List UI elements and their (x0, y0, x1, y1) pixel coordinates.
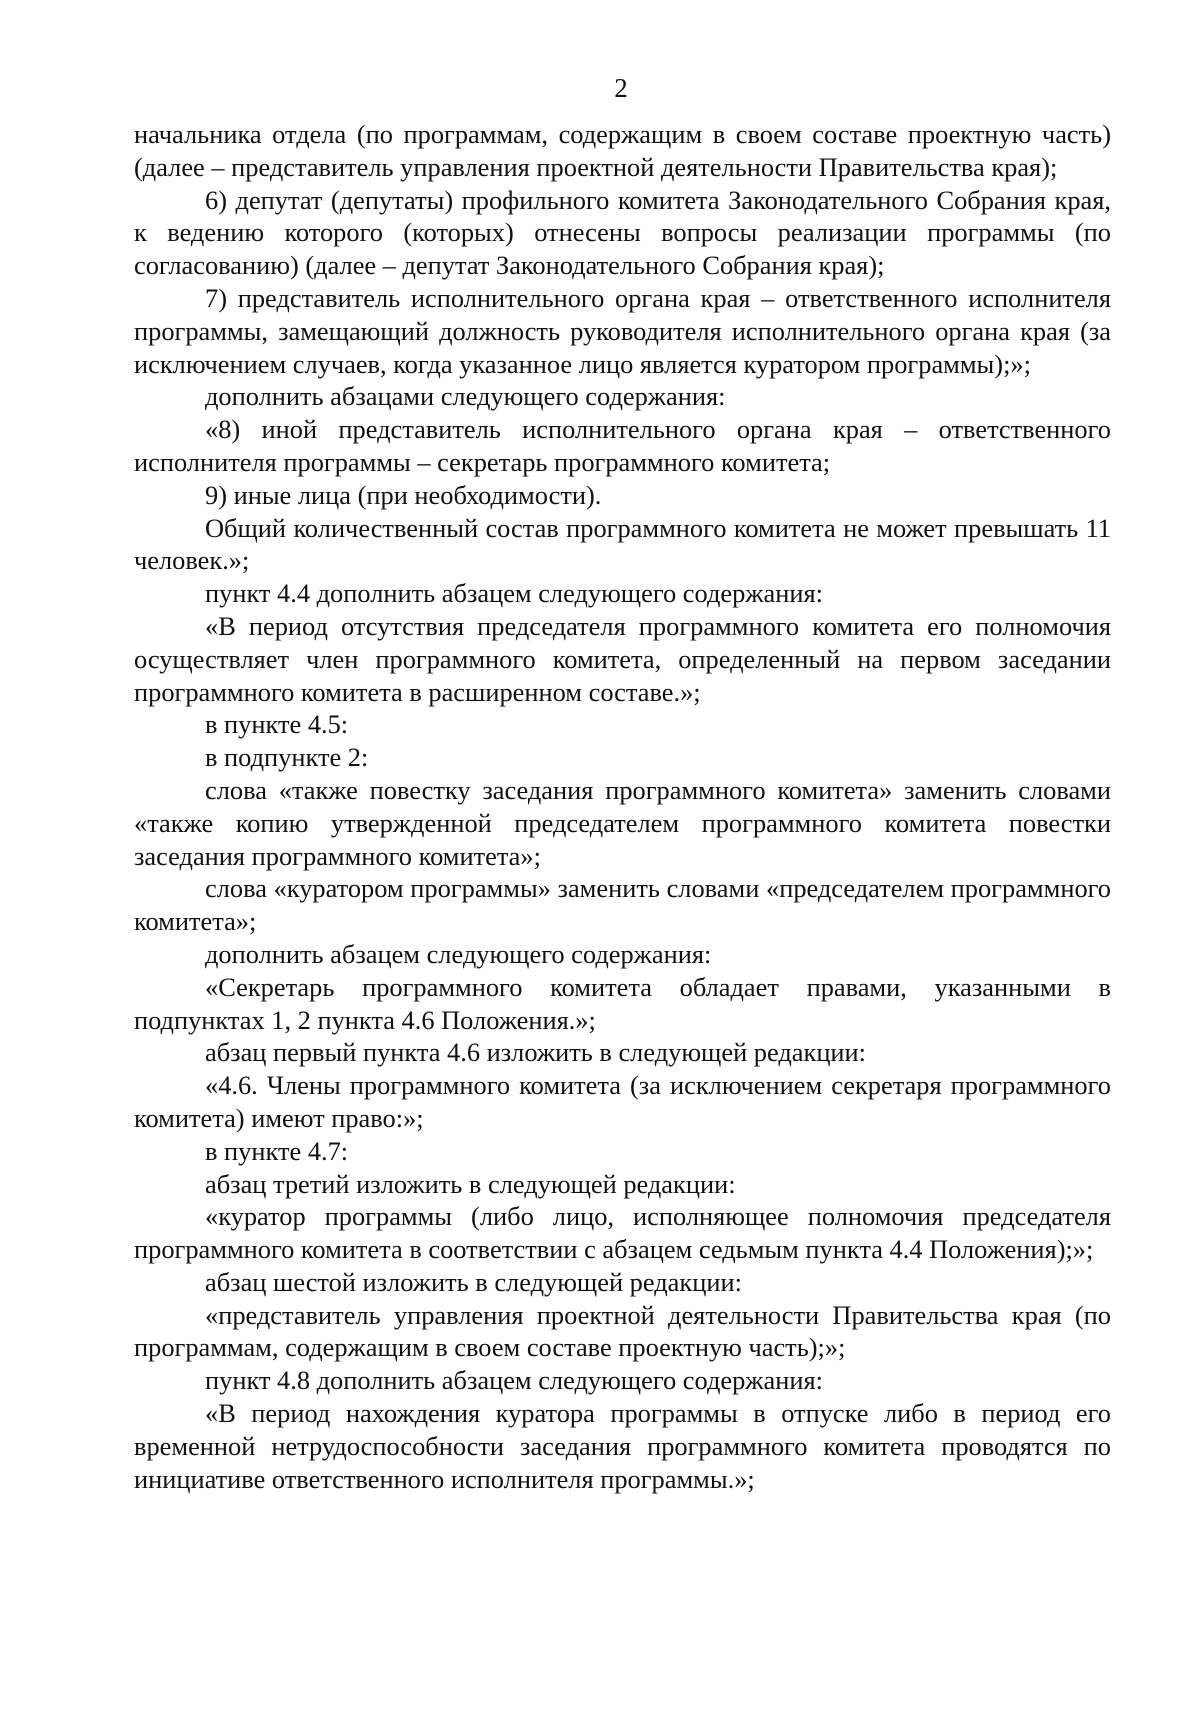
paragraph-4: дополнить абзацами следующего содержания: (205, 381, 726, 412)
paragraph-2: 6) депутат (депутаты) профильного комитета Законодательного Собрания края, к ведению которого (которых) отнесены вопросы реализации программы (по согласованию) (далее – депутат Законодательного Собрания края); (134, 184, 1111, 281)
paragraph-23: пункт 4.8 дополнить абзацем следующего содержания: (205, 1365, 823, 1396)
paragraph-14: дополнить абзацем следующего содержания: (205, 938, 712, 969)
paragraph-21: абзац шестой изложить в следующей редакции: (205, 1266, 742, 1297)
paragraph-8: пункт 4.4 дополнить абзацем следующего содержания: (205, 578, 823, 609)
paragraph-1: начальника отдела (по программам, содержащим в своем составе проектную часть) (далее – представитель управления проектной деятельности Правительства края); (134, 119, 1111, 182)
paragraph-9: «В период отсутствия председателя программного комитета его полномочия осуществляет член программного комитета, определенный на первом заседании программного комитета в расширенном составе.»; (134, 610, 1111, 707)
paragraph-10: в пункте 4.5: (205, 709, 349, 740)
paragraph-16: абзац первый пункта 4.6 изложить в следующей редакции: (205, 1037, 867, 1068)
paragraph-13: слова «куратором программы» заменить словами «председателем программного комитета»; (134, 873, 1111, 937)
paragraph-20: «куратор программы (либо лицо, исполняющее полномочия председателя программного комитета в соответствии с абзацем седьмым пункта 4.4 Положения);»; (134, 1201, 1111, 1265)
paragraph-5: «8) иной представитель исполнительного органа края – ответственного исполнителя программы – секретарь программного комитета; (134, 414, 1111, 477)
document-body (134, 118, 1111, 1495)
paragraph-6: 9) иные лица (при необходимости). (205, 479, 602, 510)
paragraph-15: «Секретарь программного комитета обладает правами, указанными в подпунктах 1, 2 пункта 4.6 Положения.»; (134, 971, 1111, 1035)
paragraph-24: «В период нахождения куратора программы в отпуске либо в период его временной нетрудоспособности заседания программного комитета проводятся по инициативе ответственного исполнителя программы.»; (134, 1398, 1111, 1494)
page-number: 2 (614, 73, 628, 103)
paragraph-19: абзац третий изложить в следующей редакции: (205, 1168, 736, 1199)
paragraph-18: в пункте 4.7: (205, 1135, 349, 1166)
paragraph-12: слова «также повестку заседания программного комитета» заменить словами «также копию утвержденной председателем программного комитета повестки заседания программного комитета»; (134, 774, 1111, 871)
paragraph-7: Общий количественный состав программного комитета не может превышать 11 человек.»; (134, 512, 1111, 576)
paragraph-22: «представитель управления проектной деятельности Правительства края (по программам, содержащим в своем составе проектную часть);»; (134, 1299, 1111, 1363)
paragraph-17: «4.6. Члены программного комитета (за исключением секретаря программного комитета) имеют право:»; (134, 1070, 1111, 1133)
paragraph-11: в подпункте 2: (205, 742, 369, 773)
paragraph-3: 7) представитель исполнительного органа края – ответственного исполнителя программы, замещающий должность руководителя исполнительного органа края (за исключением случаев, когда указанное лицо является куратором программы);»; (134, 282, 1111, 379)
